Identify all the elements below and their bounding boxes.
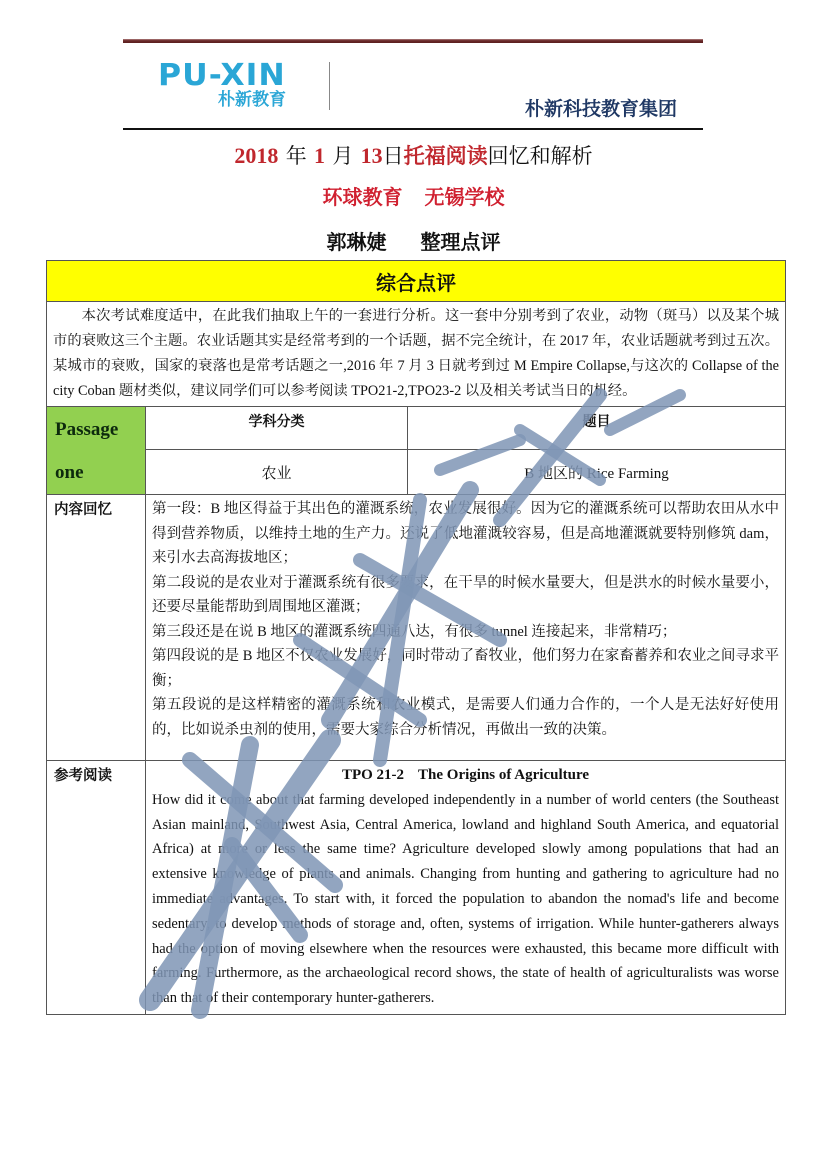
recall-paragraph: 第三段还是在说 B 地区的灌溉系统四通八达，有很多 tunnel 连接起来，非常精巧； xyxy=(152,623,677,640)
overview-cell xyxy=(47,302,786,407)
title-highlight: 托福阅读 xyxy=(403,144,488,168)
logo-subtext: 朴新教育 xyxy=(218,90,286,110)
title-year: 2018 xyxy=(234,143,279,168)
title-month-unit: 月 xyxy=(332,144,354,168)
header-top-rule xyxy=(123,39,703,43)
passage-label-line1: Passage xyxy=(55,418,119,440)
logo-text: PU-XIN xyxy=(158,58,286,93)
author-name: 郭琳婕 xyxy=(326,230,387,254)
subtitle-org: 环球教育 xyxy=(322,185,403,209)
logo-divider xyxy=(329,62,330,110)
overview-row xyxy=(47,302,786,407)
reference-content xyxy=(146,761,786,1015)
topic-value: B 地区的 Rice Farming xyxy=(408,450,786,495)
header-bottom-rule xyxy=(123,128,703,130)
reference-text: How did it come about that farming developed independently in a number of world centers (the Southeast Asian mainland, Southwest Asia, Central America, lowland and highland South America, and equatorial Africa) at more or less the same time? Agriculture developed slowly among populations that had an extensive knowledge of plants and animals. Changing from hunting and gathering to agriculture had no immediate advantages. To start with, it forced the population to abandon the nomad's life and become sedentary, to develop methods of storage and, often, systems of irrigation. While hunter-gatherers always had the option of moving elsewhere when the resources were exhausted, this became more difficult with farming. Furthermore, as the archaeological record shows, the state of health of agriculturalists was worse than that of their contemporary hunter-gatherers. xyxy=(152,791,779,1007)
passage-label-line2: one xyxy=(55,461,84,483)
title-day-unit: 日 xyxy=(382,144,404,168)
overview-heading-row xyxy=(47,261,786,302)
document-title xyxy=(0,140,827,170)
reference-tpo: TPO 21-2 xyxy=(341,767,405,783)
title-year-unit: 年 xyxy=(285,144,307,168)
recall-paragraph: 第一段：B 地区得益于其出色的灌溉系统，农业发展很好。因为它的灌溉系统可以帮助农田从水中得到营养物质，以维持土地的生产力。还说了低地灌溉较容易，但是高地灌溉就要特别修筑 dam，来引水去高海拔地区； xyxy=(152,501,779,566)
title-month: 1 xyxy=(314,143,325,168)
column-header-category: 学科分类 xyxy=(146,407,408,450)
recall-paragraph: 第二段说的是农业对于灌溉系统有很多要求，在干旱的时候水量要大，但是洪水的时候水量要小，还要尽量能帮助到周围地区灌溉； xyxy=(152,574,779,615)
title-rest: 回忆和解析 xyxy=(487,144,593,168)
author-role: 整理点评 xyxy=(420,230,501,254)
passage-value-row xyxy=(47,450,786,495)
subtitle xyxy=(0,181,827,210)
company-name: 朴新科技教育集团 xyxy=(524,98,677,120)
category-value: 农业 xyxy=(146,450,408,495)
analysis-table xyxy=(46,260,786,1015)
reference-row xyxy=(47,761,786,1015)
column-header-topic: 题目 xyxy=(408,407,786,450)
title-day: 13 xyxy=(360,143,383,168)
passage-header-row xyxy=(47,407,786,450)
recall-content xyxy=(146,495,786,761)
reference-title xyxy=(152,763,779,788)
recall-paragraph: 第五段说的是这样精密的灌溉系统和农业模式，是需要人们通力合作的，一个人是无法好好使用的，比如说杀虫剂的使用，需要大家综合分析情况，再做出一致的决策。 xyxy=(152,697,779,738)
subtitle-school: 无锡学校 xyxy=(424,185,505,209)
author-line xyxy=(0,226,827,255)
overview-heading: 综合点评 xyxy=(47,261,786,302)
reference-article-title: The Origins of Agriculture xyxy=(418,767,590,783)
puxin-logo xyxy=(158,60,318,110)
passage-label xyxy=(47,407,146,495)
recall-paragraph: 第四段说的是 B 地区不仅农业发展好，同时带动了畜牧业，他们努力在家畜蓄养和农业之间寻求平衡； xyxy=(152,648,779,689)
overview-text: 本次考试难度适中，在此我们抽取上午的一套进行分析。这一套中分别考到了农业，动物（斑马）以及某个城市的衰败这三个主题。农业话题其实是经常考到的一个话题，据不完全统计，在 2017 年，农业话题就考到过五次。某城市的衰败，国家的衰落也是常考话题之一,2016 年 7 月 3 日就考到过 M Empire Collapse,与这次的 Collapse of the city Coban 题材类似，建议同学们可以参考阅读 TPO21-2,TPO23-2 以及相关考试当日的机经。 xyxy=(53,308,779,399)
recall-row xyxy=(47,495,786,761)
recall-label: 内容回忆 xyxy=(47,495,146,761)
reference-label: 参考阅读 xyxy=(47,761,146,1015)
